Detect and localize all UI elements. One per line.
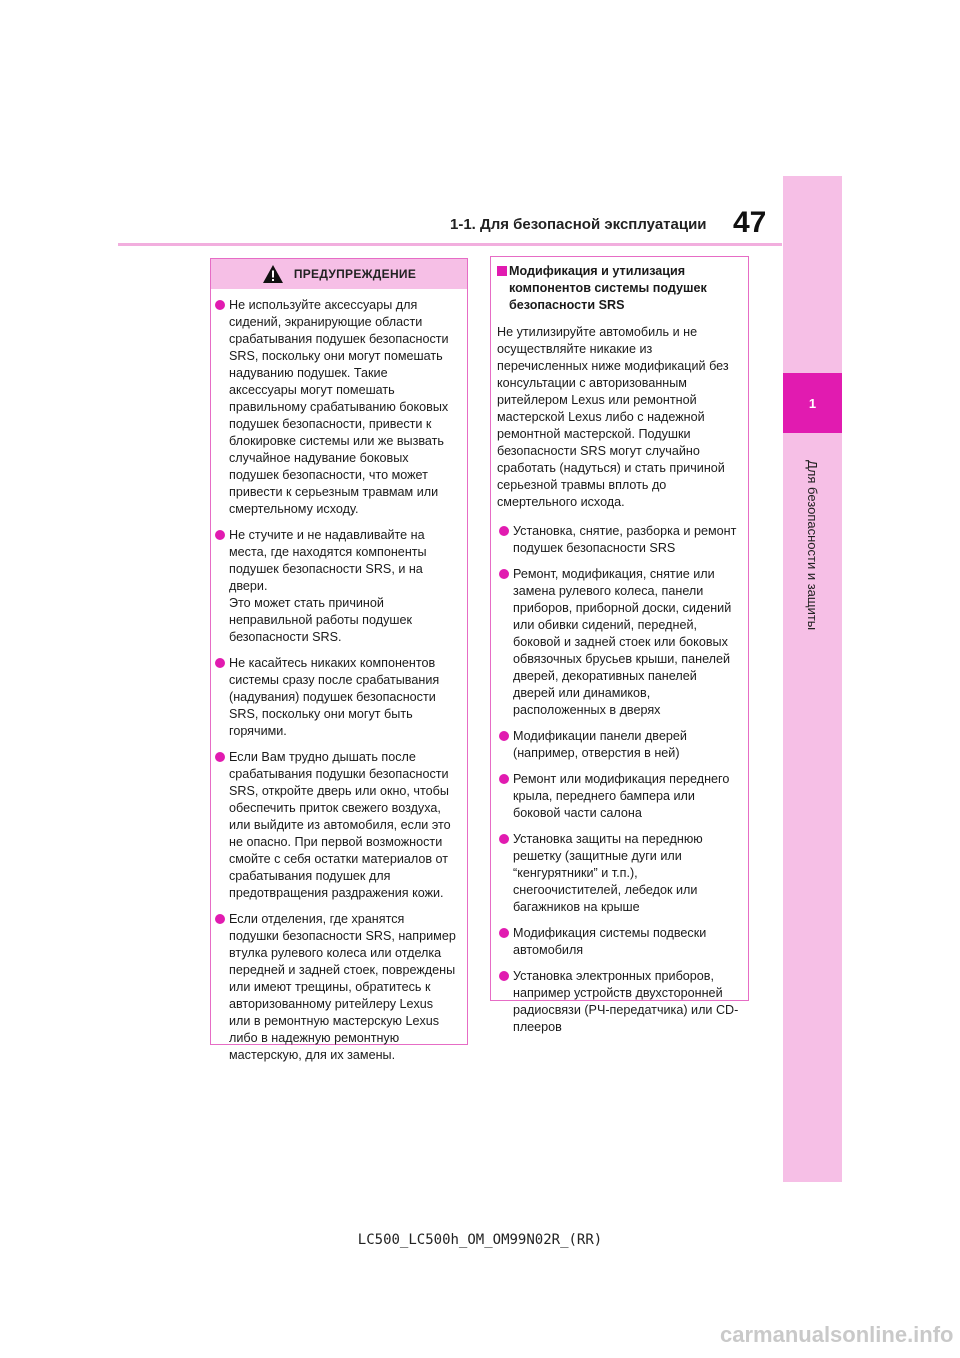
modification-intro: Не утилизируйте автомобиль и не осуществляйте никакие из перечисленных ниже модификаций без консультации с авторизованным ритейлером Lexus или ремонтной мастерской Lexus либо с надежной ремонтной мастерской. Подушки безопасности SRS могут случайно сработать (надуться) и стать причиной серьезной травмы вплоть до смертельного исхода. — [497, 325, 729, 509]
chapter-number: 1 — [808, 395, 817, 411]
warning-item: Если Вам трудно дышать после срабатывания подушки безопасности SRS, откройте дверь или окно, чтобы обеспечить приток свежего воздуха, или выйдите из автомобиля, если это не опасно. При первой возможности смойте с себя остатки материалов от срабатывания подушек для предотвращения раздражения кожи. — [211, 749, 457, 902]
modification-title: Модификация и утилизация компонентов системы подушек безопасности SRS — [509, 264, 707, 312]
warning-item: Если отделения, где хранятся подушки безопасности SRS, например втулка рулевого колеса или отделка передней и задней стоек, повреждены или имеют трещины, обратитесь к авторизованному ритейлеру Lexus или в ремонтную мастерскую Lexus либо в надежную ремонтную мастерскую, для их замены. — [211, 911, 457, 1064]
square-bullet-icon — [497, 266, 507, 276]
warning-header — [211, 259, 467, 289]
modification-box — [490, 256, 749, 1034]
section-title: 1-1. Для безопасной эксплуатации — [450, 216, 707, 233]
warning-box — [210, 258, 468, 1062]
modification-heading — [497, 263, 739, 314]
warning-list — [211, 289, 467, 1064]
modification-item: Установка, снятие, разборка и ремонт подушек безопасности SRS — [497, 523, 739, 557]
chapter-label: Для безопасности и защиты — [805, 459, 820, 631]
warning-title: ПРЕДУПРЕЖДЕНИЕ — [293, 267, 417, 281]
header-divider — [118, 243, 782, 246]
warning-item: Не используйте аксессуары для сидений, экранирующие области срабатывания подушек безопасности SRS, поскольку они могут помешать надуванию подушек. Такие аксессуары могут помешать правильному срабатыванию боковых подушек безопасности, привести к блокировке системы или же вызвать случайное надувание боковых подушек безопасности, что может привести к серьезным травмам или смертельному исходу. — [211, 297, 457, 518]
warning-triangle-icon — [262, 264, 284, 284]
side-band — [783, 176, 842, 1182]
chapter-label-container — [783, 440, 842, 650]
chapter-tab — [783, 373, 842, 433]
modification-item: Ремонт, модификация, снятие или замена рулевого колеса, панели приборов, приборной доски, сидений или обивки сидений, передней, боковой и задней стоек или боковых обвязочных брусьев крыши, панелей дверей, декоративных панелей дверей или динамиков, расположенных в дверях — [497, 566, 739, 719]
watermark: carmanualsonline.info — [720, 1322, 954, 1347]
modification-item: Модификации панели дверей (например, отверстия в ней) — [497, 728, 739, 762]
modification-item: Ремонт или модификация переднего крыла, переднего бампера или боковой части салона — [497, 771, 739, 822]
modification-item: Модификация системы подвески автомобиля — [497, 925, 739, 959]
warning-item-text: Не стучите и не надавливайте на места, где находятся компоненты подушек безопасности SRS, и на двери. Это может стать причиной неправильной работы подушек безопасности SRS. — [229, 528, 427, 644]
modification-item: Установка электронных приборов, например устройств двухсторонней радиосвязи (РЧ-передатчика) или CD-плееров — [497, 968, 739, 1036]
model-code: LC500_LC500h_OM_OM99N02R_(RR) — [357, 1232, 603, 1248]
warning-item — [211, 527, 457, 646]
page-number: 47 — [733, 206, 767, 239]
warning-item: Не касайтесь никаких компонентов системы сразу после срабатывания (надувания) подушек безопасности SRS, поскольку они могут быть горячими. — [211, 655, 457, 740]
modification-list — [497, 523, 739, 1036]
modification-item: Установка защиты на переднюю решетку (защитные дуги или “кенгурятники” и т.п.), снегоочистителей, лебедок или багажников на крыше — [497, 831, 739, 916]
